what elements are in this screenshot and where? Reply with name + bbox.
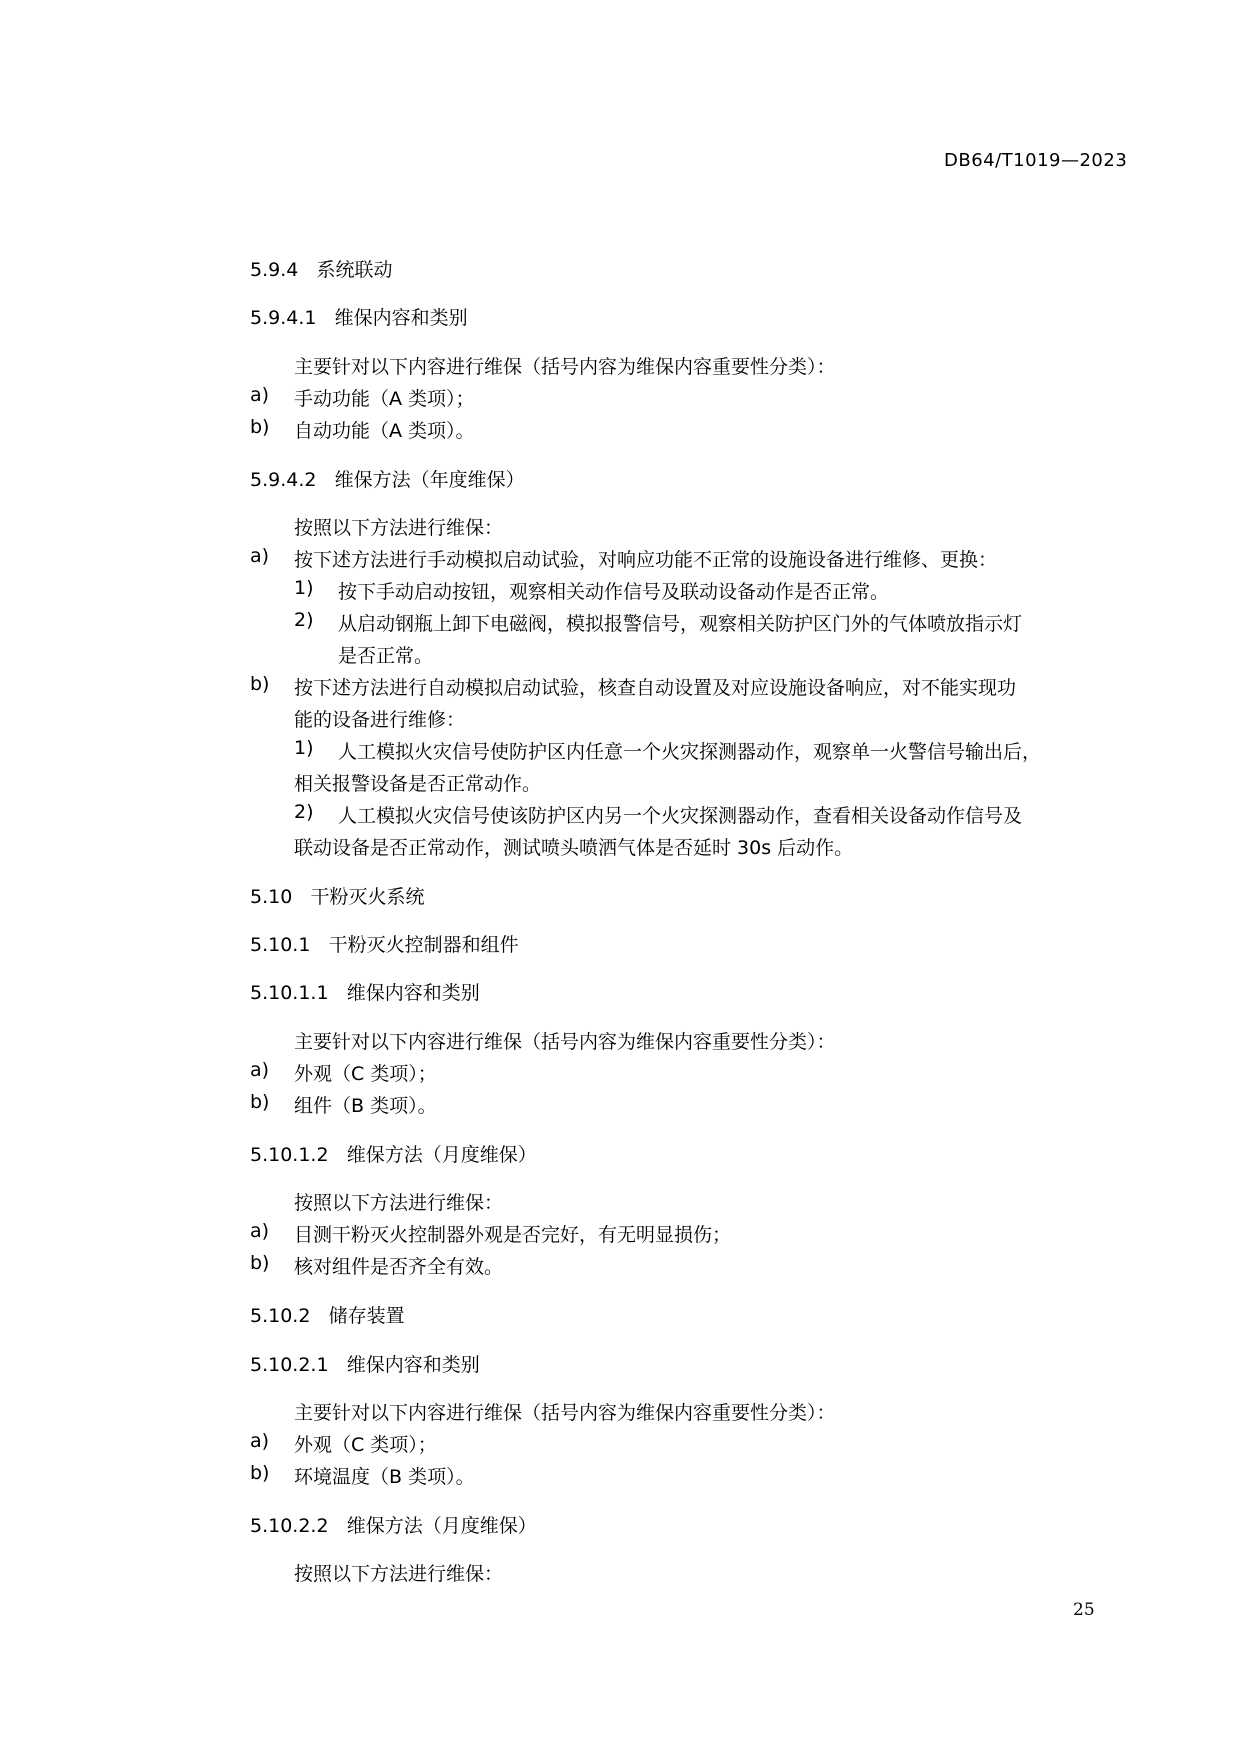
list-item-label: b) — [250, 673, 270, 695]
paragraph: 按照以下方法进行维保： — [294, 1563, 504, 1585]
section-title: 维保内容和类别 — [346, 982, 480, 1004]
section-number: 5.10.1 — [250, 934, 311, 956]
paragraph: 主要针对以下内容进行维保（括号内容为维保内容重要性分类）： — [294, 1402, 836, 1424]
list-item-label: a) — [250, 1059, 270, 1081]
section-number: 5.10.2.2 — [250, 1515, 329, 1537]
list-item-label: b) — [250, 1462, 270, 1484]
section-number: 5.10 — [250, 886, 293, 908]
section-heading — [250, 303, 468, 330]
sub-item-continued: 相关报警设备是否正常动作。 — [294, 773, 542, 795]
list-item-label: a) — [250, 545, 270, 567]
list-item: 组件（B 类项）。 — [294, 1095, 437, 1117]
list-item: 外观（C 类项）； — [294, 1063, 437, 1085]
list-item-label: b) — [250, 1091, 270, 1113]
section-number: 5.9.4 — [250, 259, 299, 281]
sub-item-label: 1) — [294, 577, 314, 599]
list-item: 环境温度（B 类项）。 — [294, 1466, 475, 1488]
section-title: 储存装置 — [328, 1305, 405, 1327]
section-number: 5.10.1.1 — [250, 982, 329, 1004]
section-title: 系统联动 — [316, 259, 393, 281]
paragraph: 主要针对以下内容进行维保（括号内容为维保内容重要性分类）： — [294, 356, 836, 378]
list-item: 手动功能（A 类项）； — [294, 388, 475, 410]
section-heading — [250, 255, 393, 282]
list-item-continued: 能的设备进行维修： — [294, 709, 466, 731]
section-number: 5.9.4.1 — [250, 307, 317, 329]
list-item-label: a) — [250, 1220, 270, 1242]
section-heading — [250, 465, 525, 492]
section-heading — [250, 930, 519, 957]
sub-item: 人工模拟火灾信号使防护区内任意一个火灾探测器动作，观察单一火警信号输出后， — [338, 741, 1042, 763]
sub-item-label: 1) — [294, 737, 314, 759]
sub-item-continued: 是否正常。 — [338, 645, 434, 667]
list-item: 外观（C 类项）； — [294, 1434, 437, 1456]
section-heading — [250, 1301, 405, 1328]
document-code: DB64/T1019—2023 — [944, 150, 1128, 171]
sub-item: 从启动钢瓶上卸下电磁阀，模拟报警信号，观察相关防护区门外的气体喷放指示灯 — [338, 613, 1023, 635]
list-item: 核对组件是否齐全有效。 — [294, 1256, 504, 1278]
section-heading — [250, 978, 480, 1005]
page-number: 25 — [1073, 1600, 1095, 1620]
section-heading — [250, 1511, 537, 1538]
list-item: 按下述方法进行手动模拟启动试验，对响应功能不正常的设施设备进行维修、更换： — [294, 549, 998, 571]
list-item-label: a) — [250, 384, 270, 406]
section-title: 干粉灭火控制器和组件 — [328, 934, 519, 956]
list-item: 目测干粉灭火控制器外观是否完好，有无明显损伤； — [294, 1224, 732, 1246]
list-item-label: b) — [250, 1252, 270, 1274]
section-number: 5.9.4.2 — [250, 469, 317, 491]
paragraph: 按照以下方法进行维保： — [294, 517, 504, 539]
section-number: 5.10.1.2 — [250, 1144, 329, 1166]
list-item: 自动功能（A 类项）。 — [294, 420, 475, 442]
list-item: 按下述方法进行自动模拟启动试验，核查自动设置及对应设施设备响应，对不能实现功 — [294, 677, 1017, 699]
section-heading — [250, 1350, 480, 1377]
section-number: 5.10.2 — [250, 1305, 311, 1327]
section-title: 维保方法（月度维保） — [346, 1515, 537, 1537]
sub-item: 按下手动启动按钮，观察相关动作信号及联动设备动作是否正常。 — [338, 581, 890, 603]
paragraph: 主要针对以下内容进行维保（括号内容为维保内容重要性分类）： — [294, 1031, 836, 1053]
sub-item-label: 2) — [294, 801, 314, 823]
list-item-label: a) — [250, 1430, 270, 1452]
section-title: 维保方法（年度维保） — [334, 469, 525, 491]
sub-item-continued: 联动设备是否正常动作，测试喷头喷洒气体是否延时 30s 后动作。 — [294, 837, 854, 859]
section-title: 维保内容和类别 — [346, 1354, 480, 1376]
section-title: 干粉灭火系统 — [310, 886, 425, 908]
section-title: 维保方法（月度维保） — [346, 1144, 537, 1166]
sub-item-label: 2) — [294, 609, 314, 631]
paragraph: 按照以下方法进行维保： — [294, 1192, 504, 1214]
list-item-label: b) — [250, 416, 270, 438]
section-heading — [250, 882, 424, 909]
section-number: 5.10.2.1 — [250, 1354, 329, 1376]
section-title: 维保内容和类别 — [334, 307, 468, 329]
section-heading — [250, 1140, 537, 1167]
sub-item: 人工模拟火灾信号使该防护区内另一个火灾探测器动作，查看相关设备动作信号及 — [338, 805, 1023, 827]
